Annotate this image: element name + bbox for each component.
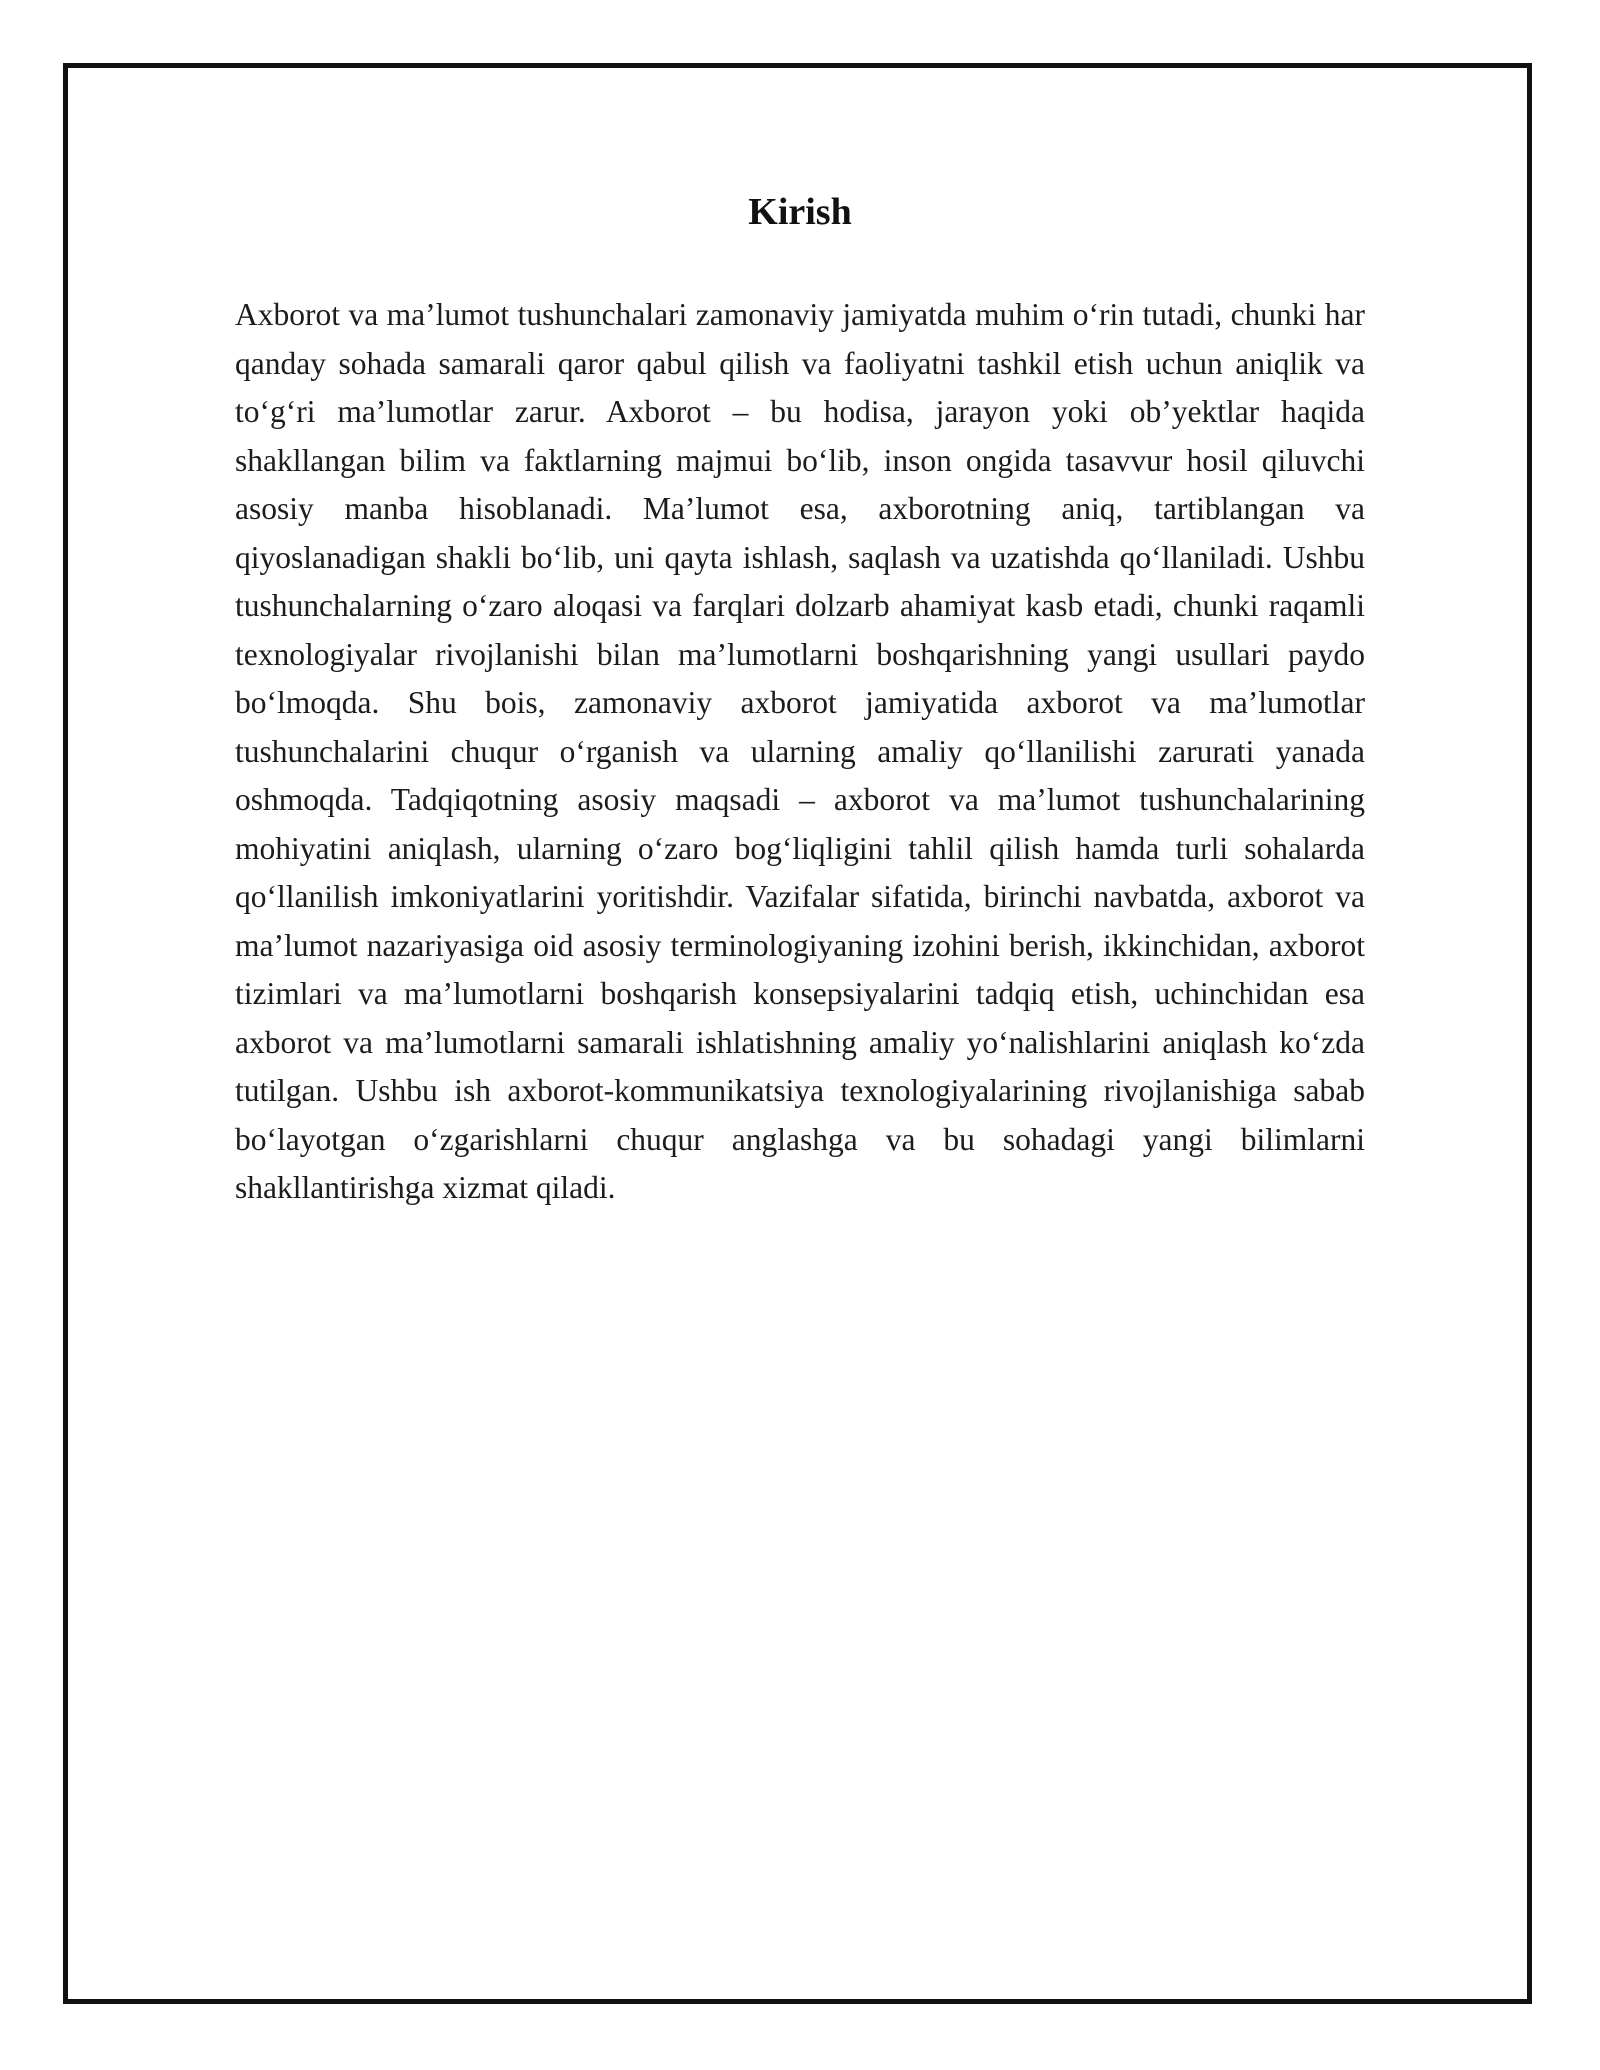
intro-paragraph: Axborot va ma’lumot tushunchalari zamonaviy jamiyatda muhim o‘rin tutadi, chunki har qanday sohada samarali qaror qabul qilish va faoliyatni tashkil etish uchun aniqlik va to‘g‘ri ma’lumotlar zarur. Axborot – bu hodisa, jarayon yoki ob’yektlar haqida shakllangan bilim va faktlarning majmui bo‘lib, inson ongida tasavvur hosil qiluvchi asosiy manba hisoblanadi. Ma’lumot esa, axborotning aniq, tartiblangan va qiyoslanadigan shakli bo‘lib, uni qayta ishlash, saqlash va uzatishda qo‘llaniladi. Ushbu tushunchalarning o‘zaro aloqasi va farqlari dolzarb ahamiyat kasb etadi, chunki raqamli texnologiyalar rivojlanishi bilan ma’lumotlarni boshqarishning yangi usullari paydo bo‘lmoqda. Shu bois, zamonaviy axborot jamiyatida axborot va ma’lumotlar tushunchalarini chuqur o‘rganish va ularning amaliy qo‘llanilishi zarurati yanada oshmoqda. Tadqiqotning asosiy maqsadi – axborot va ma’lumot tushunchalarining mohiyatini aniqlash, ularning o‘zaro bog‘liqligini tahlil qilish hamda turli sohalarda qo‘llanilish imkoniyatlarini yoritishdir. Vazifalar sifatida, birinchi navbatda, axborot va ma’lumot nazariyasiga oid asosiy terminologiyaning izohini berish, ikkinchidan, axborot tizimlari va ma’lumotlarni boshqarish konsepsiyalarini tadqiq etish, uchinchidan esa axborot va ma’lumotlarni samarali ishlatishning amaliy yo‘nalishlarini aniqlash ko‘zda tutilgan. Ushbu ish axborot-kommunikatsiya texnologiyalarining rivojlanishiga sabab bo‘layotgan o‘zgarishlarni chuqur anglashga va bu sohadagi yangi bilimlarni shakllantirishga xizmat qiladi. (235, 297, 1365, 1205)
section-title: Kirish (748, 191, 852, 233)
